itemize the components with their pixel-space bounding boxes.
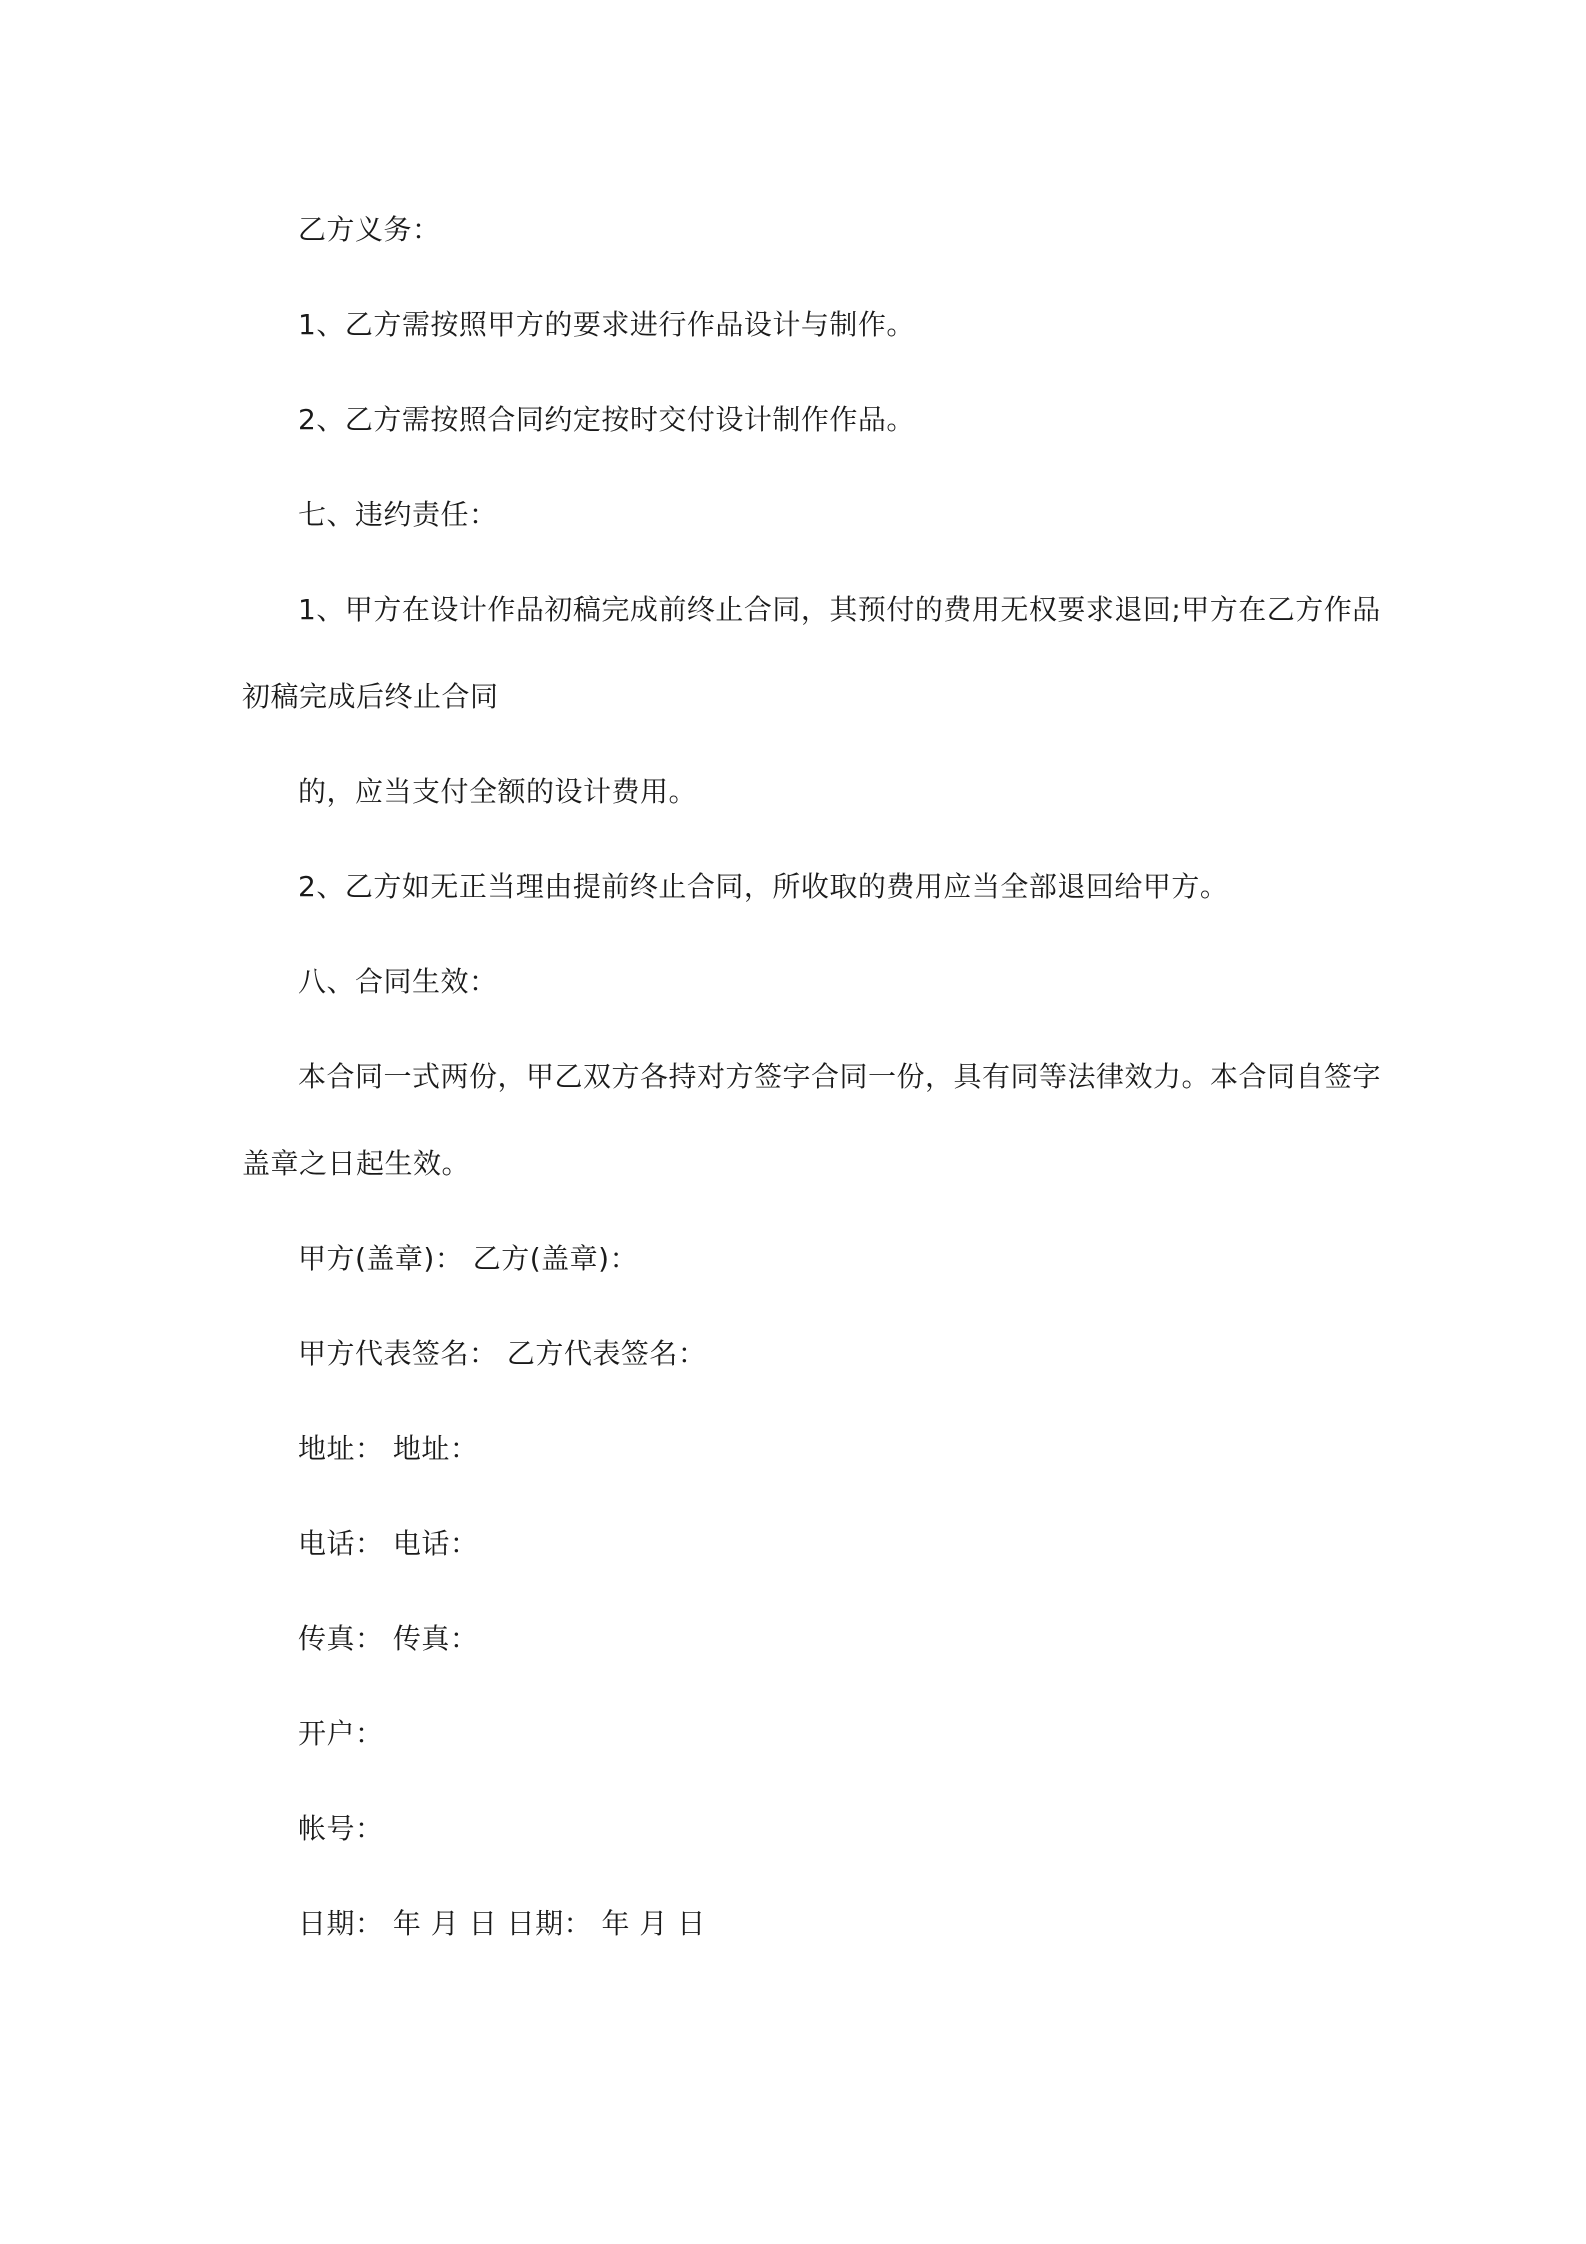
section-heading-liability: 七、违约责任： [298,498,498,531]
clause-party-a-termination: 1、甲方在设计作品初稿完成前终止合同，其预付的费用无权要求退回;甲方在乙方作品 [298,593,1381,626]
signature-seal-line: 甲方(盖章)： 乙方(盖章)： [298,1242,639,1275]
signature-representative-line: 甲方代表签名： 乙方代表签名： [298,1337,707,1370]
clause-effectiveness-cont: 盖章之日起生效。 [242,1147,471,1180]
section-heading-effectiveness: 八、合同生效： [298,965,498,998]
address-line: 地址： 地址： [298,1432,479,1465]
section-heading-party-b-obligations: 乙方义务： [298,213,441,246]
date-line: 日期： 年 月 日 日期： 年 月 日 [298,1907,706,1940]
phone-line: 电话： 电话： [298,1527,479,1560]
clause-party-b-delivery: 2、乙方需按照合同约定按时交付设计制作作品。 [298,403,915,436]
clause-party-b-termination: 2、乙方如无正当理由提前终止合同，所收取的费用应当全部退回给甲方。 [298,870,1229,903]
account-line: 帐号： [298,1812,384,1845]
clause-party-b-design: 1、乙方需按照甲方的要求进行作品设计与制作。 [298,308,915,341]
clause-party-a-termination-cont2: 的，应当支付全额的设计费用。 [298,775,698,808]
fax-line: 传真： 传真： [298,1622,479,1655]
bank-line: 开户： [298,1717,384,1750]
clause-party-a-termination-cont: 初稿完成后终止合同 [242,680,499,713]
clause-effectiveness: 本合同一式两份，甲乙双方各持对方签字合同一份，具有同等法律效力。本合同自签字 [298,1060,1382,1093]
